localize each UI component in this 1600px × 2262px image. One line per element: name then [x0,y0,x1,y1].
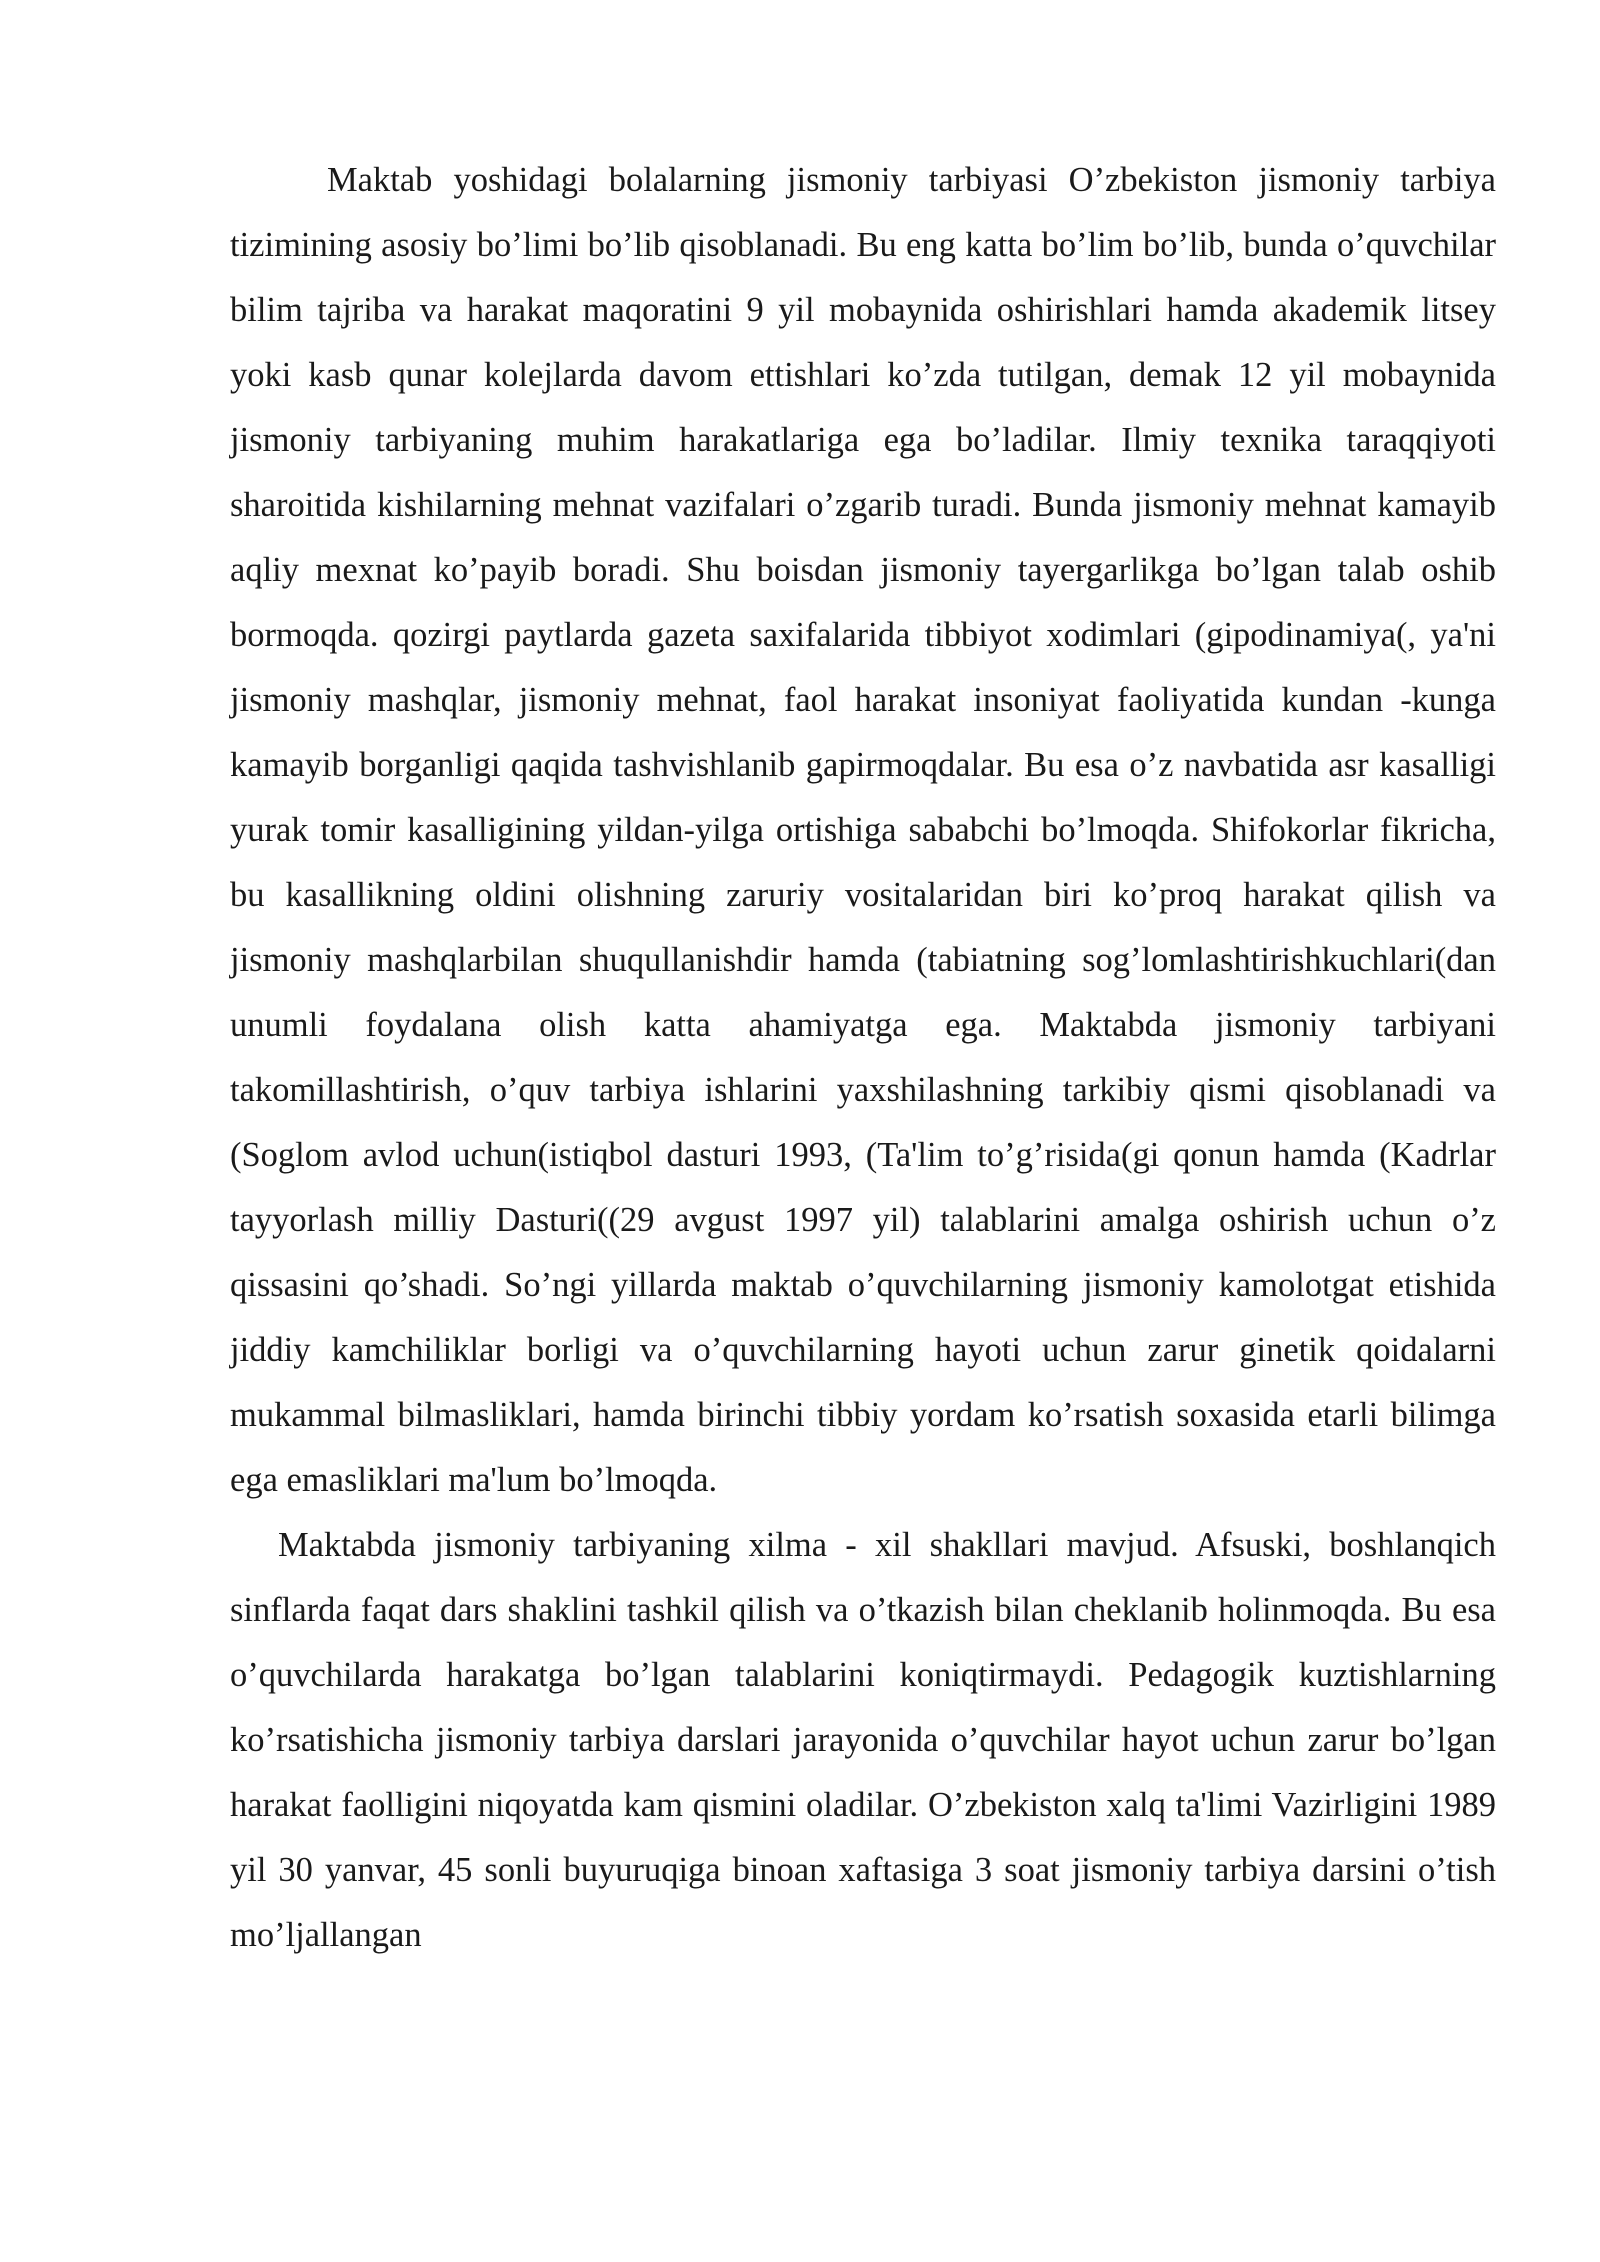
document-body [230,148,1496,1968]
paragraph-1: Maktab yoshidagi bolalarning jismoniy tarbiyasi O’zbekiston jismoniy tarbiya tizimining asosiy bo’limi bo’lib qisoblanadi. Bu eng katta bo’lim bo’lib, bunda o’quvchilar bilim tajriba va harakat maqoratini 9 yil mobaynida oshirishlari hamda akademik litsey yoki kasb qunar kolejlarda davom ettishlari ko’zda tutilgan, demak 12 yil mobaynida jismoniy tarbiyaning muhim harakatlariga ega bo’ladilar. Ilmiy texnika taraqqiyoti sharoitida kishilarning mehnat vazifalari o’zgarib turadi. Bunda jismoniy mehnat kamayib aqliy mexnat ko’payib boradi. Shu boisdan jismoniy tayergarlikga bo’lgan talab oshib bormoqda. qozirgi paytlarda gazeta saxifalarida tibbiyot xodimlari (gipodinamiya(, ya'ni jismoniy mashqlar, jismoniy mehnat, faol harakat insoniyat faoliyatida kundan -kunga kamayib borganligi qaqida tashvishlanib gapirmoqdalar. Bu esa o’z navbatida asr kasalligi yurak tomir kasalligining yildan-yilga ortishiga sababchi bo’lmoqda. Shifokorlar fikricha, bu kasallikning oldini olishning zaruriy vositalaridan biri ko’proq harakat qilish va jismoniy mashqlarbilan shuqullanishdir hamda (tabiatning sog’lomlashtirishkuchlari(dan unumli foydalana olish katta ahamiyatga ega. Maktabda jismoniy tarbiyani takomillashtirish, o’quv tarbiya ishlarini yaxshilashning tarkibiy qismi qisoblanadi va (Soglom avlod uchun(istiqbol dasturi 1993, (Ta'lim to’g’risida(gi qonun hamda (Kadrlar tayyorlash milliy Dasturi((29 avgust 1997 yil) talablarini amalga oshirish uchun o’z qissasini qo’shadi. So’ngi yillarda maktab o’quvchilarning jismoniy kamolotgat etishida jiddiy kamchiliklar borligi va o’quvchilarning hayoti uchun zarur ginetik qoidalarni mukammal bilmasliklari, hamda birinchi tibbiy yordam ko’rsatish soxasida etarli bilimga ega emasliklari ma'lum bo’lmoqda. [230,161,1496,1499]
paragraph-2: Maktabda jismoniy tarbiyaning xilma - xil shakllari mavjud. Afsuski, boshlanqich sinflarda faqat dars shaklini tashkil qilish va o’tkazish bilan cheklanib holinmoqda. Bu esa o’quvchilarda harakatga bo’lgan talablarini koniqtirmaydi. Pedagogik kuztishlarning ko’rsatishicha jismoniy tarbiya darslari jarayonida o’quvchilar hayot uchun zarur bo’lgan harakat faolligini niqoyatda kam qismini oladilar. O’zbekiston xalq ta'limi Vazirligini 1989 yil 30 yanvar, 45 sonli buyuruqiga binoan xaftasiga 3 soat jismoniy tarbiya darsini o’tish mo’ljallangan [230,1526,1496,1954]
